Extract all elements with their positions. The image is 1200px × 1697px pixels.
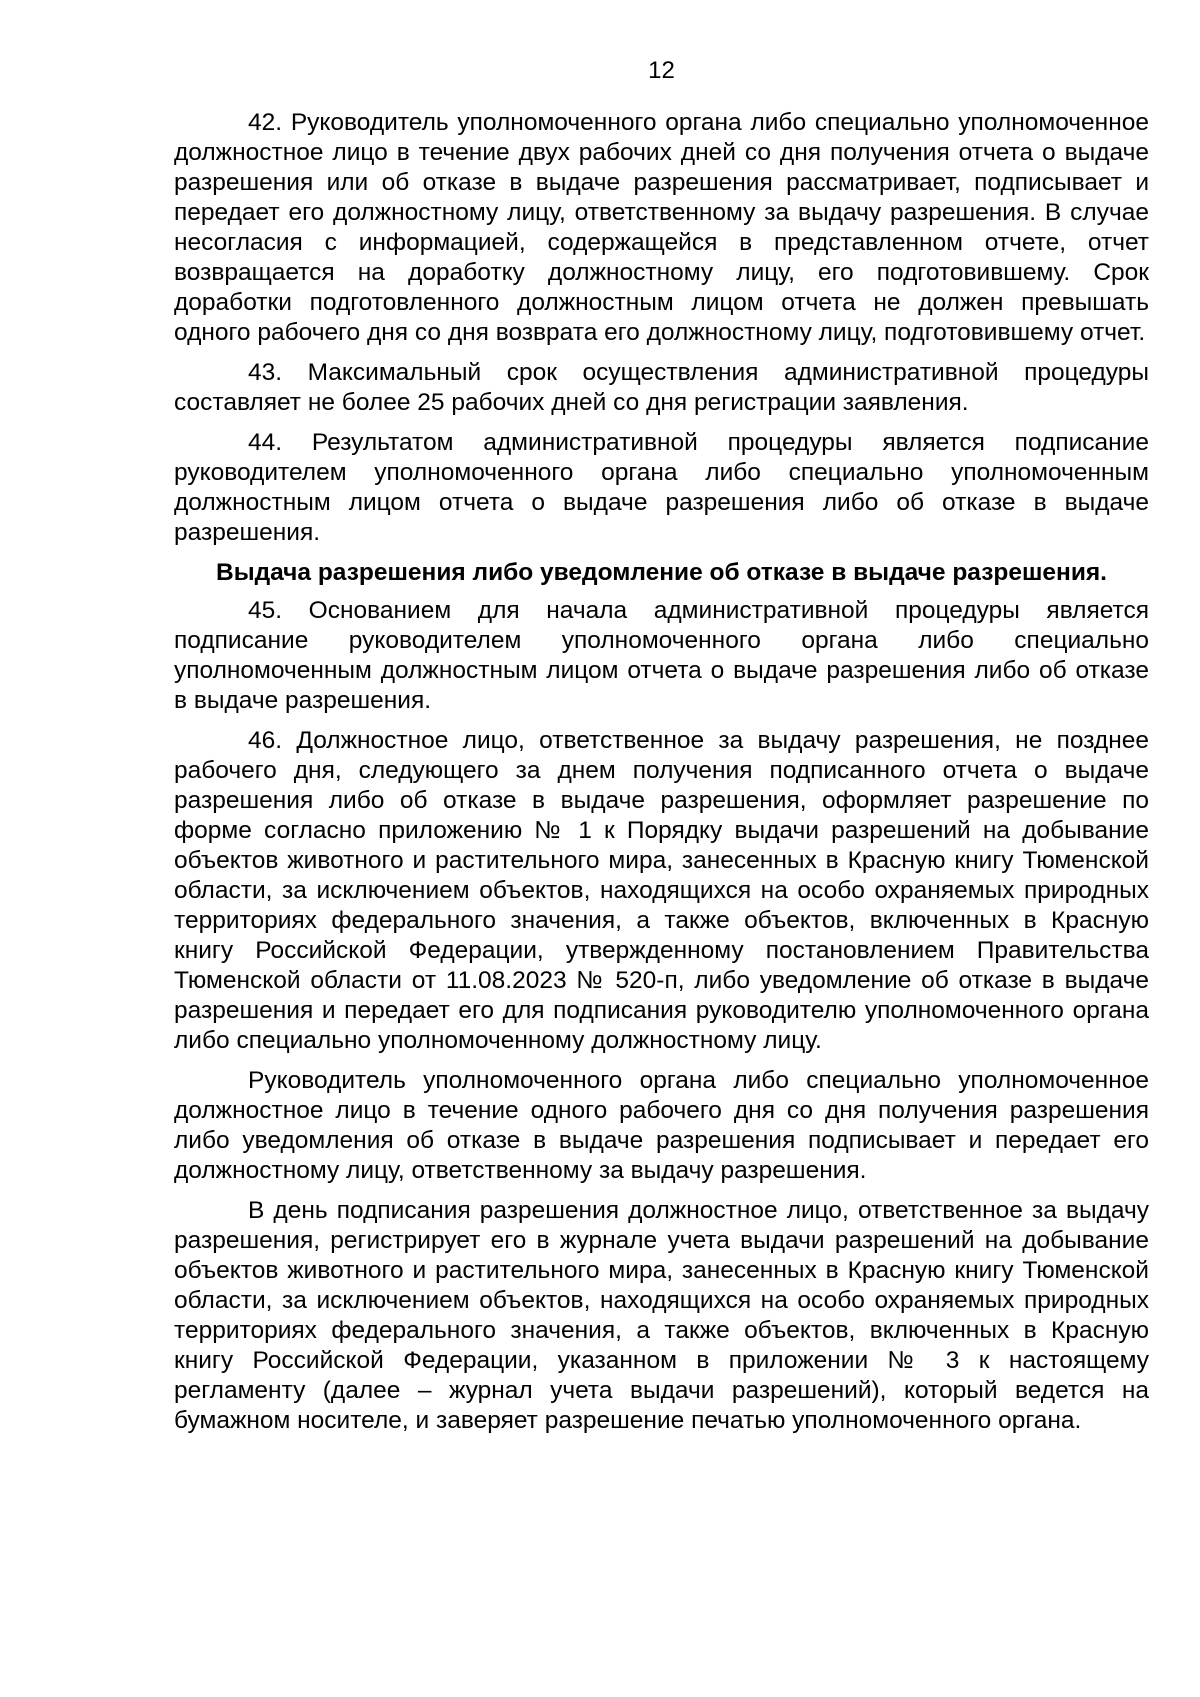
page-number: 12: [648, 57, 675, 84]
paragraph-44: 44. Результатом административной процедуры является подписание руководителем уполномоченного органа либо специально уполномоченным должностным лицом отчета о выдаче разрешения либо об отказе в выдаче разрешения.: [174, 429, 1149, 546]
document-page: [174, 56, 1149, 1446]
paragraph-45: 45. Основанием для начала административной процедуры является подписание руководителем уполномоченного органа либо специально уполномоченным должностным лицом отчета о выдаче разрешения либо об отказе в выдаче разрешения.: [174, 597, 1149, 714]
paragraph-46-registration: В день подписания разрешения должностное лицо, ответственное за выдачу разрешения, регистрирует его в журнале учета выдачи разрешений на добывание объектов животного и растительного мира, занесенных в Красную книгу Тюменской области, за исключением объектов, находящихся на особо охраняемых природных территориях федерального значения, а также объектов, включенных в Красную книгу Российской Федерации, указанном в приложении № 3 к настоящему регламенту (далее – журнал учета выдачи разрешений), который ведется на бумажном носителе, и заверяет разрешение печатью уполномоченного органа.: [174, 1197, 1149, 1434]
paragraph-46-signing: Руководитель уполномоченного органа либо специально уполномоченное должностное лицо в течение одного рабочего дня со дня получения разрешения либо уведомления об отказе в выдаче разрешения подписывает и передает его должностному лицу, ответственному за выдачу разрешения.: [174, 1067, 1149, 1184]
paragraph-42: 42. Руководитель уполномоченного органа либо специально уполномоченное должностное лицо в течение двух рабочих дней со дня получения отчета о выдаче разрешения или об отказе в выдаче разрешения рассматривает, подписывает и передает его должностному лицу, ответственному за выдачу разрешения. В случае несогласия с информацией, содержащейся в представленном отчете, отчет возвращается на доработку должностному лицу, его подготовившему. Срок доработки подготовленного должностным лицом отчета не должен превышать одного рабочего дня со дня возврата его должностному лицу, подготовившему отчет.: [174, 109, 1149, 346]
paragraph-43: 43. Максимальный срок осуществления административной процедуры составляет не более 25 рабочих дней со дня регистрации заявления.: [174, 359, 1149, 416]
section-heading: Выдача разрешения либо уведомление об отказе в выдаче разрешения.: [216, 559, 1107, 586]
paragraph-46: 46. Должностное лицо, ответственное за выдачу разрешения, не позднее рабочего дня, следующего за днем получения подписанного отчета о выдаче разрешения либо об отказе в выдаче разрешения, оформляет разрешение по форме согласно приложению № 1 к Порядку выдачи разрешений на добывание объектов животного и растительного мира, занесенных в Красную книгу Тюменской области, за исключением объектов, находящихся на особо охраняемых природных территориях федерального значения, а также объектов, включенных в Красную книгу Российской Федерации, утвержденному постановлением Правительства Тюменской области от 11.08.2023 № 520-п, либо уведомление об отказе в выдаче разрешения и передает его для подписания руководителю уполномоченного органа либо специально уполномоченному должностному лицу.: [174, 727, 1149, 1054]
